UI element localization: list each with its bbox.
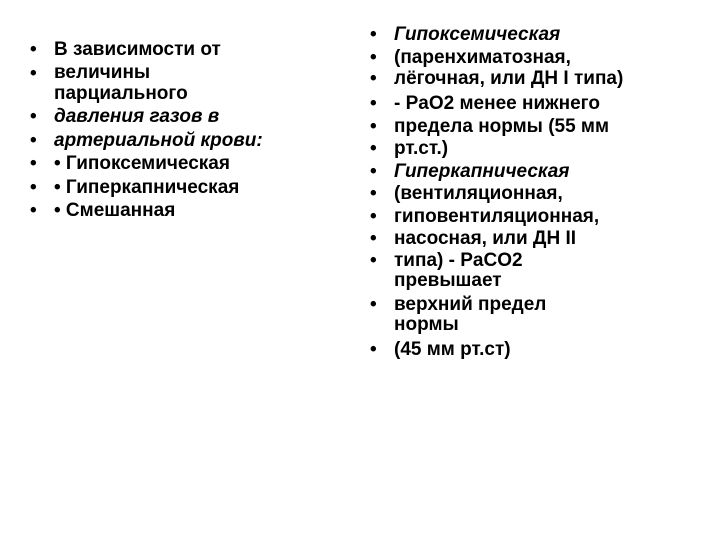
list-item-text: • Гиперкапническая <box>54 176 240 198</box>
list-item-text: давления газов в <box>54 106 220 127</box>
list-item <box>30 199 350 223</box>
list-item-text: рт.ст.) <box>394 138 449 159</box>
bullet-icon: • <box>30 200 37 221</box>
list-item-text: • Смешанная <box>54 200 176 221</box>
list-item-text: • Гипоксемическая <box>54 153 230 174</box>
bullet-icon: • <box>370 46 377 68</box>
list-item <box>370 295 715 339</box>
list-item <box>370 161 715 184</box>
bullet-icon: • <box>370 138 377 159</box>
list-item-text: Гиперкапническая <box>394 160 570 182</box>
list-item-text: В зависимости от <box>54 39 221 60</box>
list-item-text: величины парциального <box>54 61 188 104</box>
list-item <box>370 69 715 93</box>
list-item-text: насосная, или ДН II <box>394 228 577 249</box>
bullet-icon: • <box>370 338 377 360</box>
bullet-icon: • <box>370 249 377 271</box>
list-item <box>370 24 715 47</box>
list-item-text: типа) - PaCO2 превышает <box>394 249 523 291</box>
bullet-icon: • <box>30 129 37 151</box>
list-item-text: (вентиляционная, <box>394 183 563 204</box>
list-item-text: артериальной крови: <box>54 129 263 151</box>
bullet-icon: • <box>370 68 377 89</box>
list-item <box>370 339 715 362</box>
bullet-icon: • <box>370 205 377 227</box>
bullet-icon: • <box>370 160 377 182</box>
list-item-text: предела нормы (55 мм <box>394 115 610 137</box>
bullet-icon: • <box>370 93 377 114</box>
bullet-icon: • <box>30 62 37 84</box>
list-item <box>370 47 715 70</box>
list-item <box>30 62 350 106</box>
list-item <box>370 206 715 229</box>
list-item-text: (45 мм рт.ст) <box>394 338 511 360</box>
bullet-icon: • <box>370 24 377 45</box>
bullet-icon: • <box>30 153 37 174</box>
list-item <box>30 105 350 129</box>
bullet-icon: • <box>30 176 37 198</box>
bullet-icon: • <box>370 183 377 204</box>
bullet-icon: • <box>370 293 377 315</box>
list-item <box>30 176 350 200</box>
list-item-text: лёгочная, или ДН I типа) <box>394 68 624 89</box>
list-item-text: верхний предел нормы <box>394 293 547 335</box>
list-item-text: - PaO2 менее нижнего <box>394 93 600 114</box>
list-item <box>30 129 350 153</box>
list-item <box>370 138 715 161</box>
list-item <box>370 251 715 295</box>
right-bullet-list <box>370 24 715 361</box>
list-item-text: (паренхиматозная, <box>394 46 571 68</box>
list-item <box>370 183 715 206</box>
bullet-icon: • <box>370 115 377 137</box>
list-item-text: Гипоксемическая <box>394 24 561 45</box>
list-item <box>370 116 715 139</box>
left-bullet-list <box>30 38 350 223</box>
bullet-icon: • <box>370 228 377 249</box>
list-item <box>30 38 350 62</box>
list-item <box>370 228 715 251</box>
bullet-icon: • <box>30 39 37 60</box>
list-item <box>30 152 350 176</box>
list-item <box>370 93 715 116</box>
list-item-text: гиповентиляционная, <box>394 205 600 227</box>
bullet-icon: • <box>30 106 37 127</box>
